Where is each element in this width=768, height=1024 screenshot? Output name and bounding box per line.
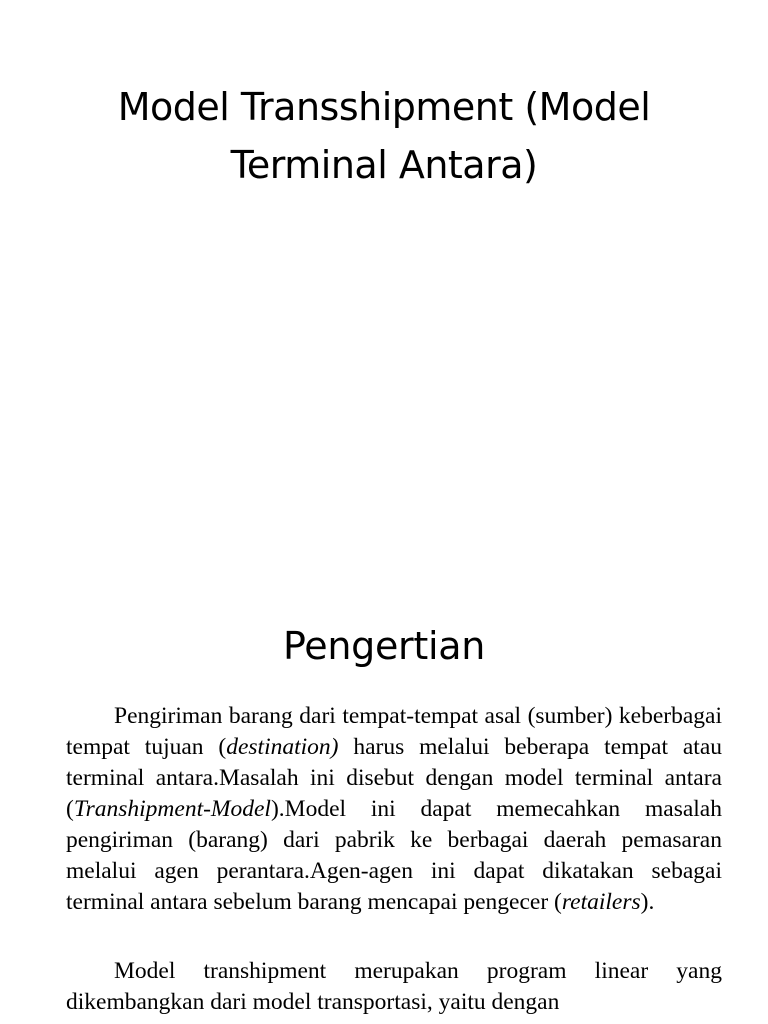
slide-title: Model Transshipment (Model Terminal Antara) [117, 85, 651, 187]
italic-term: Transhipment-Model [73, 796, 271, 822]
paragraph-text: ).Model ini dapat memecahkan masalah pengiriman (barang) dari pabrik ke berbagai daerah pemasaran melalui agen perantara.Agen-agen ini dapat dikatakan sebagai terminal antara sebelum barang mencapai pengecer ( [66, 796, 722, 915]
paragraph-text: ). [640, 889, 655, 915]
paragraph-text: harus melalui beberapa tempat atau terminal antara.Masalah ini disebut dengan model terminal antara ( [66, 734, 723, 822]
paragraph-text: Model transhipment merupakan program linear yang dikembangkan dari model transportasi, yaitu dengan [66, 958, 722, 1015]
italic-term: destination) [226, 734, 339, 760]
body-paragraph [66, 701, 722, 918]
paragraph-text: Pengiriman barang dari tempat-tempat asal (sumber) keberbagai tempat tujuan ( [66, 703, 722, 760]
italic-term: retailers [561, 889, 641, 915]
definition-slide [0, 512, 768, 1024]
body-paragraph [66, 956, 722, 1018]
section-heading: Pengertian [283, 624, 485, 668]
